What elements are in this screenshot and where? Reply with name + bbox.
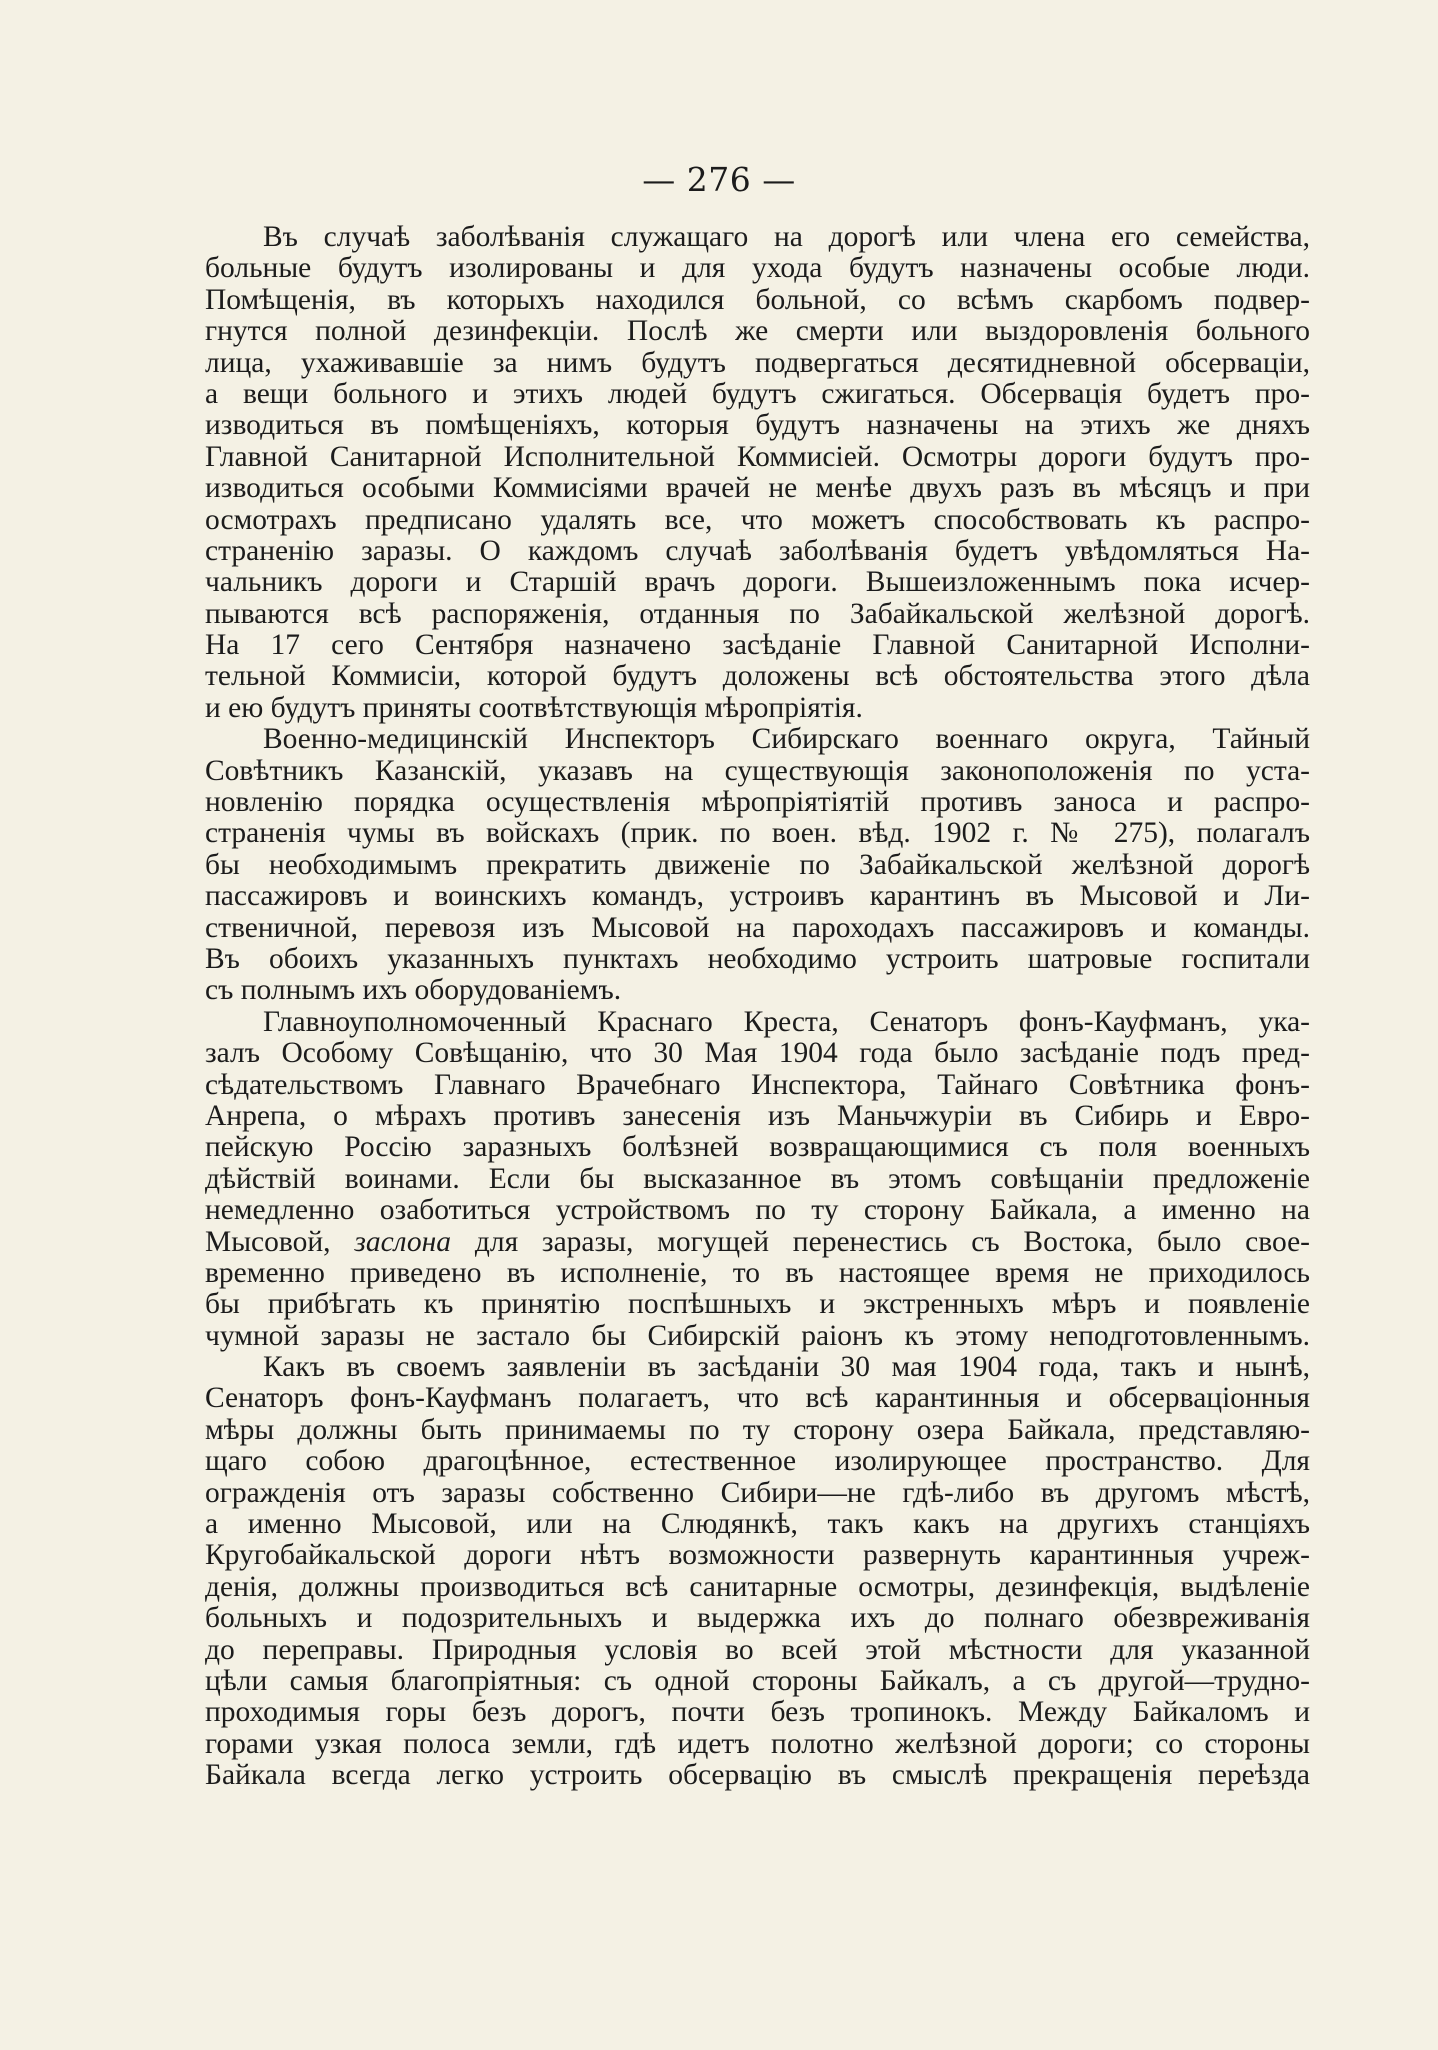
text-line: больныхъ и подозрительныхъ и выдержка ихъ до полнаго обезвреживанія bbox=[205, 1602, 1310, 1635]
text-line: страненію заразы. О каждомъ случаѣ заболѣванія будетъ увѣдомляться На- bbox=[205, 534, 1310, 567]
text-line: а именно Мысовой, или на Слюдянкѣ, такъ какъ на другихъ станціяхъ bbox=[205, 1508, 1310, 1541]
text-line: чальникъ дороги и Старшій врачъ дороги. Вышеизложеннымъ пока исчер- bbox=[205, 566, 1310, 599]
page-number: — 276 — bbox=[642, 160, 796, 199]
text-line: пейскую Россію заразныхъ болѣзней возвращающимися съ поля военныхъ bbox=[205, 1131, 1310, 1164]
text-line: цѣли самыя благопріятныя: съ одной стороны Байкалъ, а съ другой—трудно- bbox=[205, 1664, 1310, 1697]
text-line: денія, должны производиться всѣ санитарные осмотры, дезинфекція, выдѣленіе bbox=[205, 1570, 1310, 1603]
text-line: Въ обоихъ указанныхъ пунктахъ необходимо устроить шатровые госпитали bbox=[205, 942, 1310, 975]
text-line: съ полнымъ ихъ оборудованіемъ. bbox=[205, 974, 622, 1007]
text-line: Главноуполномоченный Краснаго Креста, Сенаторъ фонъ-Кауфманъ, ука- bbox=[263, 1005, 1310, 1038]
text-line: ственичной, перевозя изъ Мысовой на пароходахъ пассажировъ и команды. bbox=[205, 911, 1310, 944]
text-line: немедленно озаботиться устройствомъ по ту сторону Байкала, а именно на bbox=[205, 1194, 1310, 1227]
italic-term: заслона bbox=[354, 1225, 452, 1258]
text-line: бы необходимымъ прекратить движеніе по Забайкальской желѣзной дорогѣ bbox=[205, 848, 1310, 881]
text-line: чумной заразы не застало бы Сибирскій раіонъ къ этому неподготовленнымъ. bbox=[205, 1319, 1310, 1352]
text-line: осмотрахъ предписано удалять все, что можетъ способствовать къ распро- bbox=[205, 503, 1310, 536]
text-line: Байкала всегда легко устроить обсервацію въ смыслѣ прекращенія переѣзда bbox=[205, 1759, 1310, 1792]
text-line: бы прибѣгать къ принятію поспѣшныхъ и экстренныхъ мѣръ и появленіе bbox=[205, 1288, 1310, 1321]
text-line: На 17 сего Сентября назначено засѣданіе Главной Санитарной Исполни- bbox=[205, 629, 1310, 662]
text-line: тельной Коммисіи, которой будутъ доложены всѣ обстоятельства этого дѣла bbox=[205, 660, 1310, 693]
text-line: Помѣщенія, въ которыхъ находился больной, со всѣмъ скарбомъ подвер- bbox=[205, 283, 1310, 316]
text-line: гнутся полной дезинфекціи. Послѣ же смерти или выздоровленія больного bbox=[205, 315, 1310, 348]
text-line: дѣйствій воинами. Если бы высказанное въ этомъ совѣщаніи предложеніе bbox=[205, 1162, 1310, 1195]
text-line: Кругобайкальской дороги нѣтъ возможности развернуть карантинныя учреж- bbox=[205, 1539, 1310, 1572]
text-line-part: Мысовой, bbox=[205, 1225, 355, 1258]
text-line: Анрепа, о мѣрахъ противъ занесенія изъ Маньчжуріи въ Сибирь и Евро- bbox=[205, 1099, 1310, 1132]
text-line: мѣры должны быть принимаемы по ту сторону озера Байкала, представляю- bbox=[205, 1413, 1310, 1446]
text-line: пассажировъ и воинскихъ командъ, устроивъ карантинъ въ Мысовой и Ли- bbox=[205, 880, 1310, 913]
text-line: до переправы. Природныя условія во всей этой мѣстности для указанной bbox=[205, 1633, 1310, 1666]
text-line: изводиться особыми Коммисіями врачей не менѣе двухъ разъ въ мѣсяцъ и при bbox=[205, 472, 1310, 505]
text-line: больные будутъ изолированы и для ухода будутъ назначены особые люди. bbox=[205, 252, 1310, 285]
text-line: горами узкая полоса земли, гдѣ идетъ полотно желѣзной дороги; со стороны bbox=[205, 1727, 1310, 1760]
text-line: Совѣтникъ Казанскій, указавъ на существующія законоположенія по уста- bbox=[205, 754, 1310, 787]
text-line: Главной Санитарной Исполнительной Коммисіей. Осмотры дороги будутъ про- bbox=[205, 440, 1310, 473]
text-line: пываются всѣ распоряженія, отданныя по Забайкальской желѣзной дорогѣ. bbox=[205, 597, 1310, 630]
text-line bbox=[205, 1227, 1310, 1258]
text-line: временно приведено въ исполненіе, то въ настоящее время не приходилось bbox=[205, 1256, 1310, 1289]
text-line: новленію порядка осуществленія мѣропріятіятій противъ заноса и распро- bbox=[205, 786, 1310, 819]
text-line: изводиться въ помѣщеніяхъ, которыя будутъ назначены на этихъ же дняхъ bbox=[205, 409, 1310, 442]
body-text bbox=[205, 222, 1310, 1792]
text-line: Военно-медицинскій Инспекторъ Сибирскаго военнаго округа, Тайный bbox=[263, 723, 1310, 756]
text-line: проходимыя горы безъ дорогъ, почти безъ тропинокъ. Между Байкаломъ и bbox=[205, 1696, 1310, 1729]
text-line: Сенаторъ фонъ-Кауфманъ полагаетъ, что всѣ карантинныя и обсерваціонныя bbox=[205, 1382, 1310, 1415]
text-line: а вещи больного и этихъ людей будутъ сжигаться. Обсервація будетъ про- bbox=[205, 377, 1310, 410]
text-line: лица, ухаживавшіе за нимъ будутъ подвергаться десятидневной обсерваціи, bbox=[205, 346, 1310, 379]
text-line: Какъ въ своемъ заявленіи въ засѣданіи 30 мая 1904 года, такъ и нынѣ, bbox=[263, 1351, 1310, 1384]
text-line: огражденія отъ заразы собственно Сибири—не гдѣ-либо въ другомъ мѣстѣ, bbox=[205, 1476, 1310, 1509]
text-line: и ею будутъ приняты соотвѣтствующія мѣропріятія. bbox=[205, 691, 863, 724]
text-line: щаго собою драгоцѣнное, естественное изолирующее пространство. Для bbox=[205, 1445, 1310, 1478]
text-line: залъ Особому Совѣщанію, что 30 Мая 1904 года было засѣданіе подъ пред- bbox=[205, 1037, 1310, 1070]
text-line: сѣдательствомъ Главнаго Врачебнаго Инспектора, Тайнаго Совѣтника фонъ- bbox=[205, 1068, 1310, 1101]
text-line: Въ случаѣ заболѣванія служащаго на дорогѣ или члена его семейства, bbox=[263, 221, 1310, 253]
text-line-part: для заразы, могущей перенестись съ Востока, было свое- bbox=[451, 1225, 1310, 1258]
text-line: страненія чумы въ войскахъ (прик. по воен. вѣд. 1902 г. № 275), полагалъ bbox=[205, 817, 1310, 850]
